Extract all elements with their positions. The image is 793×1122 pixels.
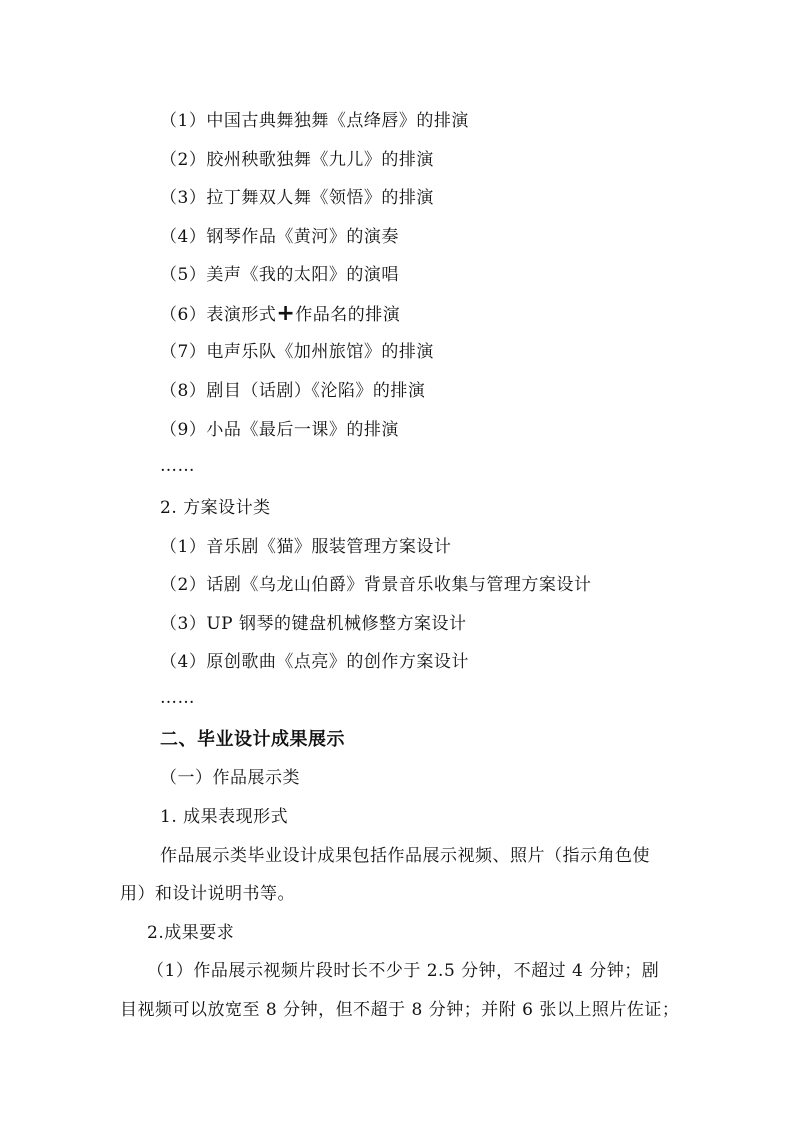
list-item-7: （7）电声乐队《加州旅馆》的排演: [160, 342, 434, 362]
plan-item-2: （2）话剧《乌龙山伯爵》背景音乐收集与管理方案设计: [160, 575, 592, 595]
sub-heading: （一）作品展示类: [160, 768, 300, 788]
paragraph-line: 用）和设计说明书等。: [120, 884, 295, 904]
list-item-2: （2）胶州秧歌独舞《九儿》的排演: [160, 150, 434, 170]
list-item-8: （8）剧目（话剧）《沦陷》的排演: [160, 381, 426, 401]
sub-heading-1: 1. 成果表现形式: [160, 807, 289, 827]
plus-icon: +: [276, 301, 296, 326]
sub-heading-2: 2.成果要求: [147, 923, 235, 943]
list-item-6-before: （6）表演形式: [160, 305, 277, 325]
list-item-9: （9）小品《最后一课》的排演: [160, 420, 399, 440]
list-item-4: （4）钢琴作品《黄河》的演奏: [160, 227, 399, 247]
paragraph-line: 作品展示类毕业设计成果包括作品展示视频、照片（指示角色使: [160, 846, 650, 866]
plan-item-1: （1）音乐剧《猫》服装管理方案设计: [160, 537, 452, 557]
ellipsis: ……: [160, 688, 195, 708]
list-item-6: [160, 303, 400, 326]
list-item-3: （3）拉丁舞双人舞《领悟》的排演: [160, 188, 434, 208]
chapter-heading: 二、毕业设计成果展示: [160, 729, 345, 750]
plan-item-3: （3）UP 钢琴的键盘机械修整方案设计: [160, 614, 467, 634]
paragraph-line: （1）作品展示视频片段时长不少于 2.5 分钟，不超过 4 分钟；剧: [147, 961, 660, 981]
list-item-5: （5）美声《我的太阳》的演唱: [160, 265, 399, 285]
list-item-6-after: 作品名的排演: [295, 305, 401, 325]
plan-item-4: （4）原创歌曲《点亮》的创作方案设计: [160, 652, 469, 672]
section-title: 2. 方案设计类: [160, 498, 271, 518]
paragraph-line: 目视频可以放宽至 8 分钟，但不超于 8 分钟；并附 6 张以上照片佐证；: [120, 1000, 680, 1020]
list-item-1: （1）中国古典舞独舞《点绛唇》的排演: [160, 111, 469, 131]
ellipsis: ……: [160, 456, 195, 476]
